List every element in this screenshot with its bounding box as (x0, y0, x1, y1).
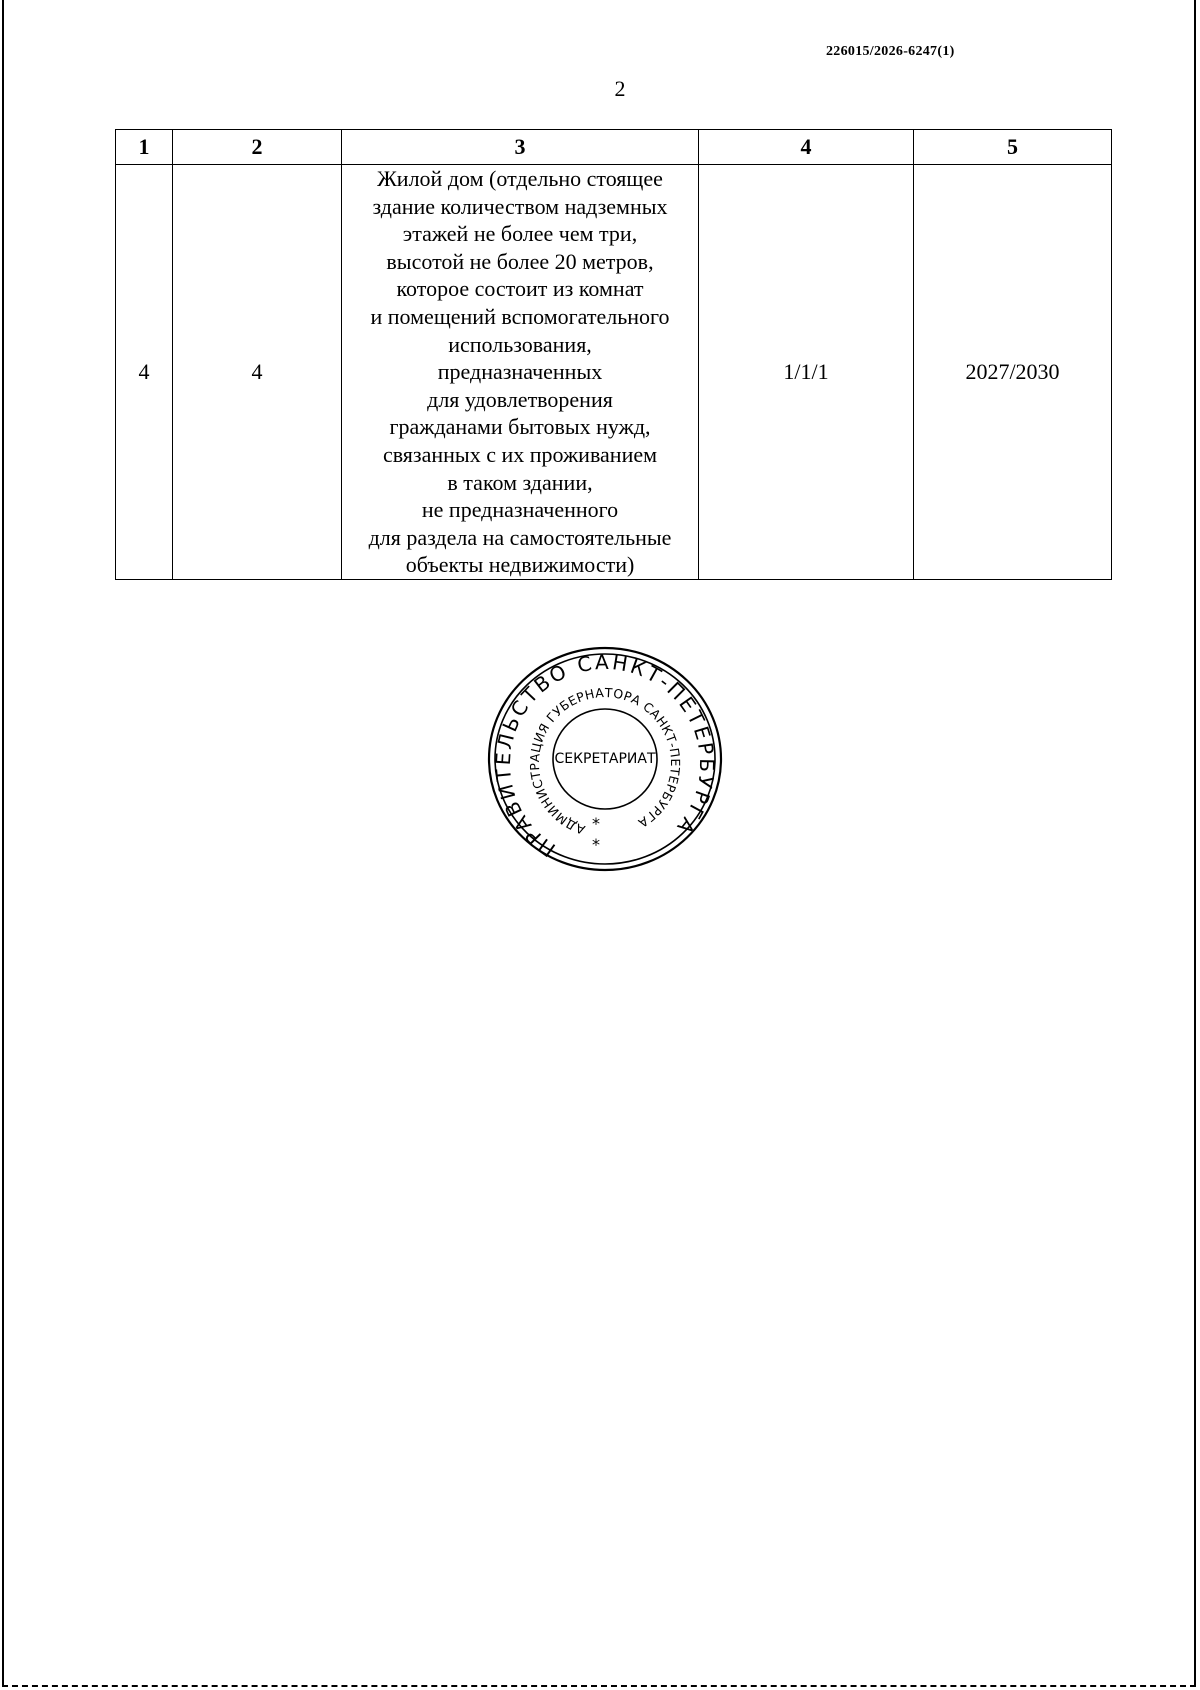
document-number: 226015/2026-6247(1) (826, 44, 955, 59)
column-header-3: 3 (342, 130, 699, 165)
seal-star-icon: * (592, 814, 600, 833)
column-header-4: 4 (699, 130, 914, 165)
seal-outer-text: ПРАВИТЕЛЬСТВО САНКТ-ПЕТЕРБУРГА (490, 649, 720, 862)
cell-ratio: 1/1/1 (699, 165, 914, 580)
table-row (116, 165, 1112, 580)
seal-stamp (486, 645, 724, 873)
table-header-row (116, 130, 1112, 165)
seal-graphic (486, 645, 724, 873)
column-header-5: 5 (914, 130, 1112, 165)
cell-description: Жилой дом (отдельно стоящее здание количеством надземных этажей не более чем три, высотой не более 20 метров, которое состоит из комнат и помещений вспомогательного использования, предназначенных для удовлетворения гражданами бытовых нужд, связанных с их проживанием в таком здании, не предназначенного для раздела на самостоятельные объекты недвижимости) (342, 165, 699, 580)
cell-row-number: 4 (116, 165, 173, 580)
page-number: 2 (614, 76, 626, 101)
cell-years: 2027/2030 (914, 165, 1112, 580)
seal-center-text: СЕКРЕТАРИАТ (554, 751, 656, 767)
column-header-2: 2 (173, 130, 342, 165)
seal-inner-text: АДМИНИСТРАЦИЯ ГУБЕРНАТОРА САНКТ-ПЕТЕРБУРГА (526, 684, 684, 838)
seal-star-icon: * (592, 835, 600, 854)
column-header-1: 1 (116, 130, 173, 165)
cell-index: 4 (173, 165, 342, 580)
main-table (115, 129, 1112, 580)
